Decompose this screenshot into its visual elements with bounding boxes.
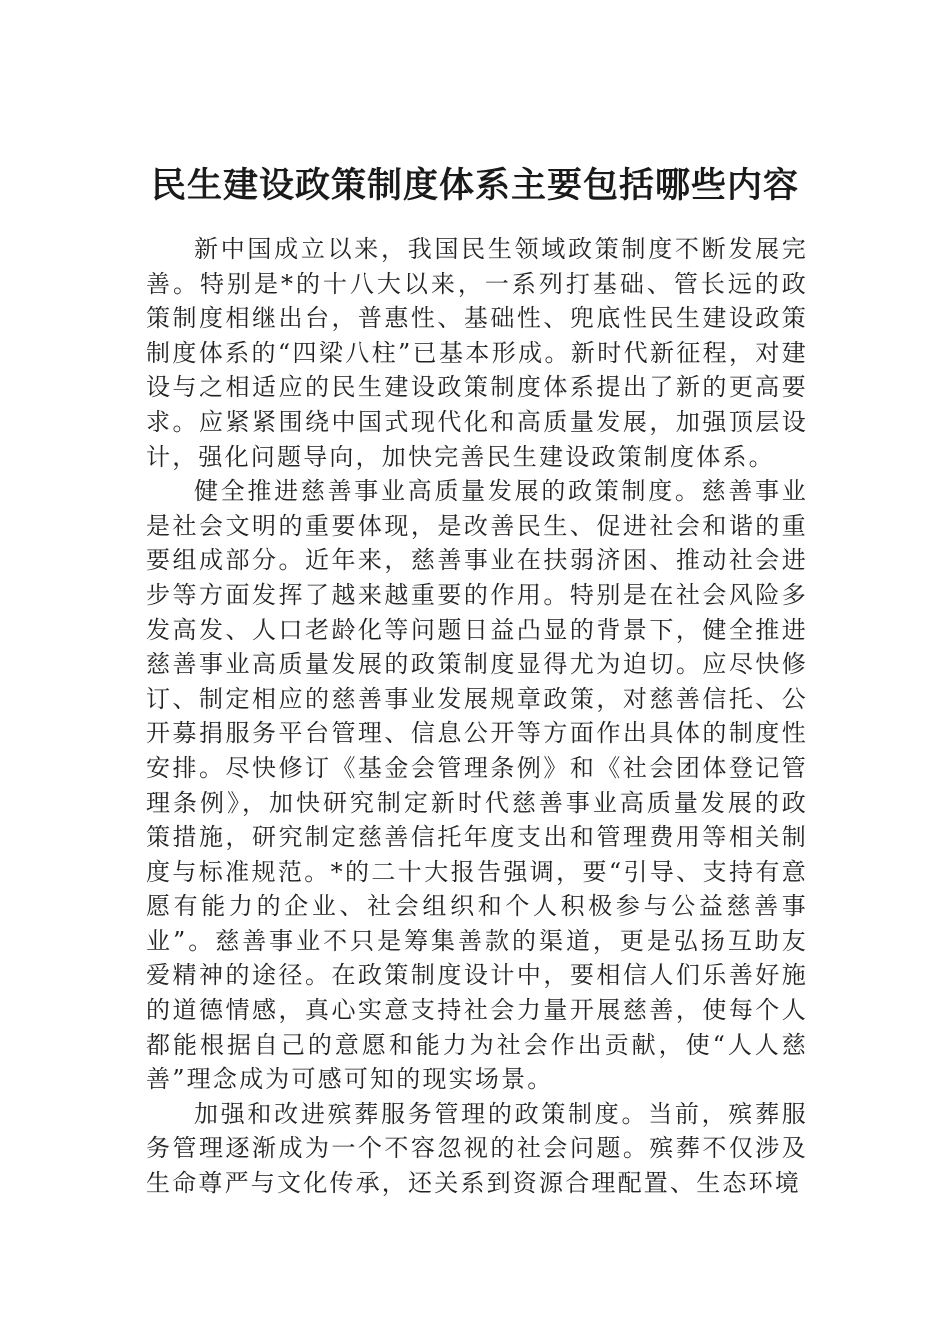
document-body [146,232,808,1201]
paragraph-intro: 新中国成立以来，我国民生领域政策制度不断发展完善。特别是*的十八大以来，一系列打基础、管长远的政策制度相继出台，普惠性、基础性、兜底性民生建设政策制度体系的“四梁八柱”已基本形成。新时代新征程，对建设与之相适应的民生建设政策制度体系提出了新的更高要求。应紧紧围绕中国式现代化和高质量发展，加强顶层设计，强化问题导向，加快完善民生建设政策制度体系。 [146,235,808,471]
document-title: 民生建设政策制度体系主要包括哪些内容 [150,165,799,206]
paragraph-charity: 健全推进慈善事业高质量发展的政策制度。慈善事业是社会文明的重要体现，是改善民生、促进社会和谐的重要组成部分。近年来，慈善事业在扶弱济困、推动社会进步等方面发挥了越来越重要的作用。特别是在社会风险多发高发、人口老龄化等问题日益凸显的背景下，健全推进慈善事业高质量发展的政策制度显得尤为迫切。应尽快修订、制定相应的慈善事业发展规章政策，对慈善信托、公开募捐服务平台管理、信息公开等方面作出具体的制度性安排。尽快修订《基金会管理条例》和《社会团体登记管理条例》，加快研究制定新时代慈善事业高质量发展的政策措施，研究制定慈善信托年度支出和管理费用等相关制度与标准规范。*的二十大报告强调，要“引导、支持有意愿有能力的企业、社会组织和个人积极参与公益慈善事业”。慈善事业不只是筹集善款的渠道，更是弘扬互助友爱精神的途径。在政策制度设计中，要相信人们乐善好施的道德情感，真心实意支持社会力量开展慈善，使每个人都能根据自己的意愿和能力为社会作出贡献，使“人人慈善”理念成为可感可知的现实场景。 [146,477,808,1094]
paragraph-funeral: 加强和改进殡葬服务管理的政策制度。当前，殡葬服务管理逐渐成为一个不容忽视的社会问题。殡葬不仅涉及生命尊严与文化传承，还关系到资源合理配置、生态环境 [146,1099,808,1198]
